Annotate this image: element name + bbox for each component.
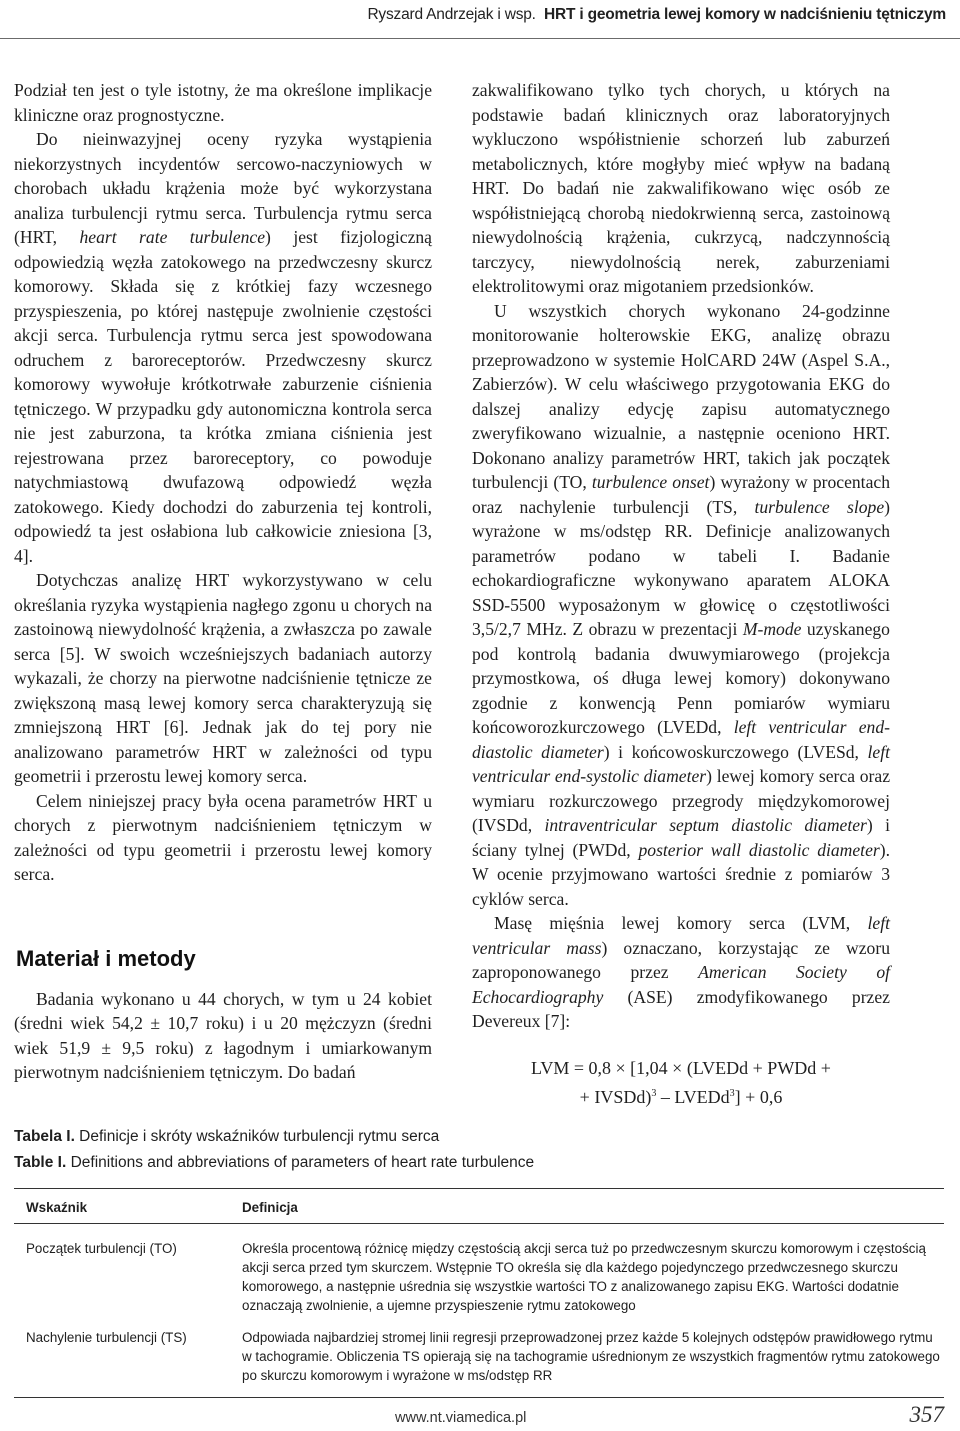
text-run: ) wyrażone w ms/odstęp RR. Definicje analizowanych parametrów podano w tabeli I. Badanie echokardiograficzne wykonywano aparatem ALOKA SSD-5500 wyposażonym w głowicę o częstotliwości 3,5/2,7 MHz. Z obrazu w prezentacji bbox=[472, 496, 890, 639]
left-paragraph-1: Podział ten jest o tyle istotny, że ma określone implikacje kliniczne oraz prognostyczne. bbox=[14, 80, 432, 125]
table-cell-indicator: Początek turbulencji (TO) bbox=[26, 1241, 177, 1256]
text-run: uzyskanego pod kontrolą badania dwuwymiarowego (projekcja przymostkowa, oś długa lewej komory) dokonywano zgodnie z konwencją Penn pomiarów wymiaru końcoworozkurczowego (LVEDd, bbox=[472, 619, 890, 737]
formula-line-2 bbox=[472, 1081, 890, 1110]
text-run: U wszystkich chorych wykonano 24-godzinne monitorowanie holterowskie EKG, analizę obrazu przeprowadzono w systemie HolCARD 24W (Aspel S.A., Zabierzów). W celu właściwego przygotowania EKG do dalszej analizy edycję zapisu automatycznego zweryfikowano wizualnie, a następnie oceniono HRT. Dokonano analizy parametrów HRT, takich jak początek turbulencji (TO, bbox=[472, 300, 890, 492]
table-caption-polish bbox=[14, 1124, 534, 1150]
text-run: ) lewej komory serca oraz wymiaru rozkurczowego przegrody międzykomorowej (IVSDd, bbox=[472, 766, 890, 835]
italic-term: turbulence slope bbox=[754, 496, 885, 517]
italic-term: turbulence onset bbox=[591, 472, 710, 492]
left-paragraph-2 bbox=[14, 127, 432, 568]
text-run: ) wyrażony w procentach oraz nachylenie turbulencji (TS, bbox=[472, 472, 890, 517]
italic-term: left ventricular mass bbox=[472, 913, 890, 958]
table-cell-definition: Odpowiada najbardziej stromej linii regresji przeprowadzonej przez każde 5 kolejnych odstępów prawidłowego rytmu w tachogramie. Obliczenia TS opierają się na tachogramie uśrednionym ze wszystkich fragmentów rytmu zatokowego po skurczu komorowym i wyrażone w ms/odstęp RR bbox=[242, 1330, 940, 1383]
running-header bbox=[0, 0, 960, 60]
header-rule bbox=[0, 38, 960, 39]
left-column bbox=[14, 78, 432, 1085]
text-run: ) jest fizjologiczną odpowiedzią węzła zatokowego na przedwczesny skurcz komorowy. Składa się z krótkiej fazy wczesnego przyspieszenia, po której następuje zwolnienie częstości akcji serca. Turbulencja rytmu serca jest spowodowana odruchem z baroreceptorów. Przedwczesny skurcz komorowy wywołuje krótkotrwałe zaburzenie ciśnienia tętniczego. W przypadku gdy autonomiczna kontrola serca nie jest zaburzona, ta krótka zmiana ciśnienia jest rejestrowana przez baroreceptory, co powoduje natychmiastową dwufazową odpowiedź węzła zatokowego. Kiedy dochodzi do zaburzenia tej kontroli, odpowiedź ta jest osłabiona lub całkowicie zniesiona [3, 4]. bbox=[14, 227, 432, 566]
text-run: ) i końcowoskurczowego (LVESd, bbox=[603, 741, 868, 762]
italic-term: left ventricular end-diastolic diameter bbox=[472, 717, 890, 762]
formula-exponent: 3 bbox=[729, 1087, 735, 1099]
text-run: ). W ocenie przyjmowano wartości średnie z pomiarów 3 cyklów serca. bbox=[472, 839, 890, 909]
right-column bbox=[472, 78, 890, 1110]
italic-term: heart rate turbulence bbox=[79, 227, 266, 247]
formula-part: + IVSDd) bbox=[579, 1086, 652, 1107]
right-paragraph-3 bbox=[472, 911, 890, 1034]
text-run: Masę mięśnia lewej komory serca (LVM, bbox=[494, 913, 868, 933]
running-header-text bbox=[367, 6, 946, 24]
left-paragraph-5: Badania wykonano u 44 chorych, w tym u 24 kobiet (średni wiek 54,2 ± 10,7 roku) i u 20 mężczyzn (średni wiek 51,9 ± 9,5 roku) z łagodnym i umiarkowanym pierwotnym nadciśnieniem tętniczym. Do badań bbox=[14, 988, 432, 1082]
caption-label: Tabela I. bbox=[14, 1128, 75, 1145]
right-paragraph-2 bbox=[472, 299, 890, 912]
formula-exponent: 3 bbox=[651, 1087, 657, 1099]
text-run: ) i ściany tylnej (PWDd, bbox=[472, 815, 890, 860]
table-caption-english bbox=[14, 1150, 534, 1176]
table-bottom-rule bbox=[14, 1397, 944, 1398]
caption-text: Definicje i skróty wskaźników turbulencji rytmu serca bbox=[74, 1128, 440, 1145]
section-heading-materials-methods: Materiał i metody bbox=[16, 945, 196, 971]
page-number: 357 bbox=[909, 1402, 944, 1427]
text-run: (ASE) zmodyfikowanego przez Devereux [7]: bbox=[472, 986, 890, 1031]
table-header-row bbox=[14, 1189, 944, 1223]
left-paragraph-4: Celem niniejszej pracy była ocena parametrów HRT u chorych z pierwotnym nadciśnieniem tętniczym w zależności od typu geometrii i przerostu lewej komory serca. bbox=[14, 790, 432, 884]
table-row bbox=[14, 1315, 944, 1397]
table-cell-definition: Określa procentową różnicę między częstością akcji serca tuż po przedwczesnym skurczu komorowym i częstością akcji serca przed tym skurczem. Wstępnie TO określa się dla każdego pojedynczego przedwczesnego skurczu komorowego, a następnie uśrednia się wszystkie wartości TO z analizowanego zapisu EKG. Wartości dodatnie oznaczają zwolnienie, a ujemne przyspieszenie rytmu zatokowego bbox=[242, 1241, 926, 1313]
footer-url[interactable]: www.nt.viamedica.pl bbox=[395, 1410, 527, 1426]
formula-line-1: LVM = 0,8 × [1,04 × (LVEDd + PWDd + bbox=[531, 1057, 831, 1078]
table-caption bbox=[14, 1124, 534, 1176]
header-authors: Ryszard Andrzejak i wsp. bbox=[367, 6, 536, 23]
caption-label: Table I. bbox=[14, 1154, 67, 1171]
table-row bbox=[14, 1224, 944, 1315]
italic-term: M-mode bbox=[742, 619, 802, 639]
right-paragraph-1: zakwalifikowano tylko tych chorych, u których na podstawie badań klinicznych oraz laboratoryjnych wykluczono współistnienie schorzeń lub zaburzeń metabolicznych, które mogłyby mieć wpływ na badaną HRT. Do badań nie zakwalifikowano więc osób ze współistniejącą chorobą niedokrwienną serca, zastoinową niewydolnością krążenia, cukrzycą, nadczynnością tarczycy, niewydolnością nerek, zaburzeniami elektrolitowymi oraz migotaniem przedsionków. bbox=[472, 80, 890, 296]
table-cell-indicator: Nachylenie turbulencji (TS) bbox=[26, 1330, 187, 1345]
italic-term: left ventricular end-systolic diameter bbox=[472, 741, 890, 786]
table-header-indicator: Wskaźnik bbox=[26, 1200, 88, 1215]
hrt-definitions-table bbox=[14, 1188, 944, 1398]
text-run: Do nieinwazyjnej oceny ryzyka wystąpienia niekorzystnych incydentów sercowo-naczyniowych w chorobach układu krążenia może być wykorzystana analiza turbulencji rytmu serca. Turbulencja rytmu serca (HRT, bbox=[14, 129, 432, 247]
formula-part: ] + 0,6 bbox=[734, 1086, 783, 1107]
lvm-formula bbox=[472, 1056, 890, 1110]
italic-term: posterior wall diastolic diameter bbox=[638, 839, 880, 860]
caption-text: Definitions and abbreviations of parameters of heart rate turbulence bbox=[66, 1154, 535, 1171]
left-paragraph-3: Dotychczas analizę HRT wykorzystywano w celu określania ryzyka wystąpienia nagłego zgonu u chorych na zastoinową niewydolność krążenia, a zwłaszcza po zawale serca [5]. W swoich wcześniejszych badaniach autorzy wykazali, że chorzy na pierwotne nadciśnienie tętnicze ze zwiększoną masą lewej komory serca charakteryzują się zmniejszoną HRT [6]. Jednak jak do tej pory nie analizowano parametrów HRT w zależności od typu geometrii i przerostu lewej komory serca. bbox=[14, 570, 432, 786]
italic-term: American Society of Echocardiography bbox=[472, 962, 890, 1007]
table-header-definition: Definicja bbox=[242, 1200, 298, 1215]
formula-part: – LVEDd bbox=[656, 1086, 730, 1107]
italic-term: intraventricular septum diastolic diameter bbox=[544, 815, 867, 835]
text-run: ) oznaczano, korzystając ze wzoru zaproponowanego przez bbox=[472, 937, 890, 982]
header-short-title: HRT i geometria lewej komory w nadciśnieniu tętniczym bbox=[544, 6, 946, 23]
